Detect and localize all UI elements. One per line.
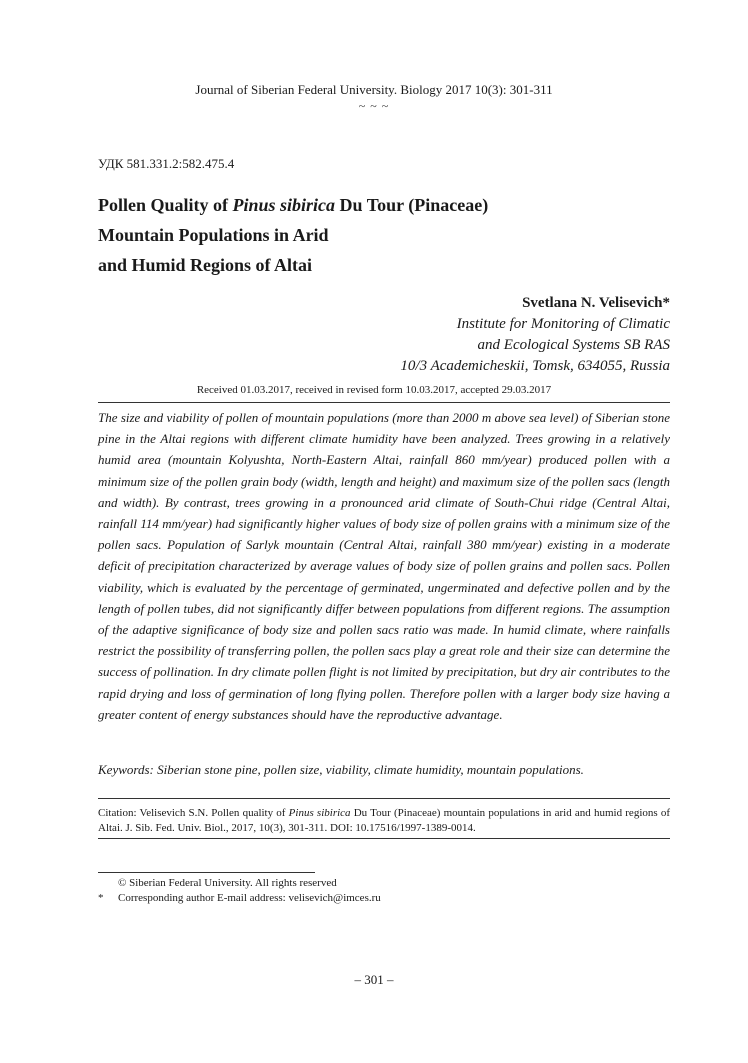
affiliation-line: and Ecological Systems SB RAS xyxy=(477,337,670,353)
divider xyxy=(98,798,670,799)
footnote xyxy=(98,891,498,906)
abstract: The size and viability of pollen of mountain populations (more than 2000 m above sea level) of Siberian stone pine in the Altai regions with different climate humidity have been analyzed. Trees growing in a relatively humid area (mountain Kolyushta, North-Eastern Altai, rainfall 860 mm/year) produced pollen with a minimum size of the pollen grain body (width, length and height) and maximum size of the pollen sacs (length and width). By contrast, trees growing in a pronounced arid climate of South-Chui ridge (Central Altai, rainfall 114 mm/year) had significantly higher values of body size of pollen grains with a minimum size of the pollen sacs. Population of Sarlyk mountain (Central Altai, rainfall 380 mm/year) existing in a moderate deficit of precipitation characterized by average values of body size of pollen grains and pollen sacs. Pollen viability, which is evaluated by the percentage of germinated, ungerminated and defective pollen and by the length of pollen tubes, did not significantly differ between populations from different regions. The assumption of the adaptive significance of body size and pollen sacs ratio was made. In humid climate, where rainfalls restrict the possibility of transferring pollen, the pollen sacs play a great role and their size can determine the success of pollination. In dry climate pollen flight is not limited by precipitation, but dry air contributes to the rapid drying and loss of germination of long flying pollen. Therefore pollen with a larger body size having a greater content of energy substances should have the reproductive advantage. xyxy=(98,410,670,722)
footnote-rule xyxy=(98,872,315,873)
keywords: Keywords: Siberian stone pine, pollen size, viability, climate humidity, mountain populations. xyxy=(98,762,584,777)
citation-text: Du Tour (Pinaceae) mountain populations in arid and humid regions of Altai. J. Sib. Fed. Univ. Biol., 2017, 10(3), 301-311. DOI: 10.17516/1997-1389-0014. xyxy=(98,807,671,834)
title-text: Du Tour (Pinaceae) xyxy=(335,195,489,215)
citation-text: Citation: Velisevich S.N. Pollen quality of xyxy=(98,807,289,819)
author-name: Svetlana N. Velisevich* xyxy=(522,295,670,311)
title-text: Pollen Quality of xyxy=(98,195,233,215)
affiliation-line: 10/3 Academicheskii, Tomsk, 634055, Russia xyxy=(400,358,670,374)
footnote-mark xyxy=(98,876,118,891)
footnote-text: Corresponding author E-mail address: velisevich@imces.ru xyxy=(118,892,381,904)
udk-code: УДК 581.331.2:582.475.4 xyxy=(98,156,235,171)
affiliation-line: Institute for Monitoring of Climatic xyxy=(456,316,670,332)
citation-species: Pinus sibirica xyxy=(288,807,351,819)
footnote-mark: * xyxy=(98,892,104,904)
footnotes xyxy=(98,876,498,906)
header-ornament: ~ ~ ~ xyxy=(358,99,390,113)
citation xyxy=(98,806,670,836)
title-species: Pinus sibirica xyxy=(232,195,336,215)
title-line-3: and Humid Regions of Altai xyxy=(98,255,313,275)
journal-header: Journal of Siberian Federal University. Biology 2017 10(3): 301-311 xyxy=(195,82,553,97)
footnote-text: © Siberian Federal University. All rights reserved xyxy=(118,877,337,889)
article-title xyxy=(98,190,598,280)
page-number: – 301 – xyxy=(354,972,394,987)
title-line-1 xyxy=(98,190,598,220)
divider xyxy=(98,402,670,403)
footnote xyxy=(98,876,498,891)
divider xyxy=(98,838,670,839)
title-line-2: Mountain Populations in Arid xyxy=(98,225,329,245)
author-block xyxy=(400,293,670,377)
received-dates: Received 01.03.2017, received in revised form 10.03.2017, accepted 29.03.2017 xyxy=(196,384,552,396)
